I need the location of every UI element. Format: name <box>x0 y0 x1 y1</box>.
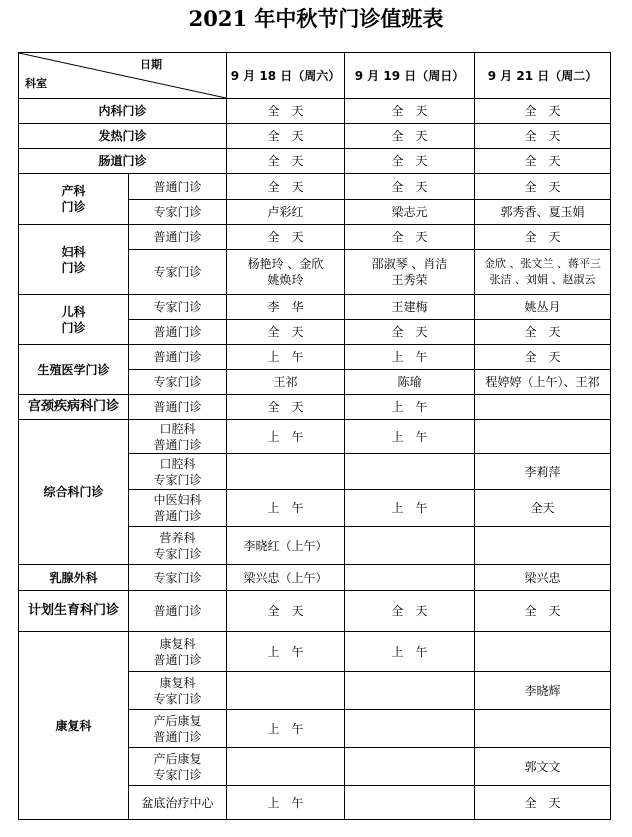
schedule-cell <box>475 395 611 420</box>
table-row <box>19 99 611 124</box>
schedule-cell <box>345 786 475 820</box>
schedule-cell: 李晓辉 <box>475 672 611 710</box>
schedule-cell <box>345 454 475 490</box>
dept-name: 计划生育科门诊 <box>19 591 129 632</box>
table-row <box>19 395 611 420</box>
table-row <box>19 149 611 174</box>
schedule-cell: 王祁 <box>227 370 345 395</box>
table-row <box>19 174 611 200</box>
schedule-cell: 上 午 <box>345 345 475 370</box>
table-row <box>19 345 611 370</box>
clinic-type: 营养科 专家门诊 <box>129 527 227 565</box>
schedule-cell: 上 午 <box>227 345 345 370</box>
schedule-cell: 全 天 <box>227 395 345 420</box>
schedule-cell <box>227 672 345 710</box>
dept-name: 综合科门诊 <box>19 420 129 565</box>
schedule-cell <box>475 420 611 454</box>
clinic-type: 产后康复 普通门诊 <box>129 710 227 748</box>
clinic-type: 口腔科 专家门诊 <box>129 454 227 490</box>
schedule-cell: 全 天 <box>475 225 611 250</box>
schedule-cell: 全 天 <box>227 124 345 149</box>
schedule-cell: 卢彩红 <box>227 200 345 225</box>
schedule-cell <box>345 748 475 786</box>
table-row <box>19 225 611 250</box>
dept-name: 肠道门诊 <box>19 149 227 174</box>
clinic-type: 专家门诊 <box>129 250 227 295</box>
clinic-type: 盆底治疗中心 <box>129 786 227 820</box>
clinic-type: 普通门诊 <box>129 395 227 420</box>
schedule-cell: 全 天 <box>345 174 475 200</box>
schedule-cell: 全 天 <box>475 320 611 345</box>
diagonal-header-cell <box>19 53 227 99</box>
schedule-cell: 上 午 <box>227 632 345 672</box>
clinic-type: 中医妇科 普通门诊 <box>129 490 227 527</box>
date-header-1: 9 月 18 日（周六） <box>227 53 345 99</box>
header-row <box>19 53 611 99</box>
schedule-cell: 全 天 <box>475 786 611 820</box>
clinic-type: 专家门诊 <box>129 200 227 225</box>
schedule-cell: 全 天 <box>227 225 345 250</box>
dept-name: 发热门诊 <box>19 124 227 149</box>
schedule-cell: 全 天 <box>227 591 345 632</box>
table-row <box>19 124 611 149</box>
date-header-2: 9 月 19 日（周日） <box>345 53 475 99</box>
schedule-cell: 李莉萍 <box>475 454 611 490</box>
schedule-table <box>18 52 611 820</box>
schedule-cell <box>345 565 475 591</box>
schedule-cell: 梁兴忠（上午） <box>227 565 345 591</box>
clinic-type: 普通门诊 <box>129 591 227 632</box>
schedule-cell: 上 午 <box>227 710 345 748</box>
schedule-cell: 上 午 <box>345 420 475 454</box>
schedule-cell: 姚丛月 <box>475 295 611 320</box>
schedule-cell: 上 午 <box>227 490 345 527</box>
schedule-cell: 上 午 <box>345 632 475 672</box>
schedule-cell: 陈瑜 <box>345 370 475 395</box>
diagonal-line <box>19 53 226 98</box>
dept-name: 生殖医学门诊 <box>19 345 129 395</box>
dept-name: 产科 门诊 <box>19 174 129 225</box>
schedule-cell: 郭秀香、夏玉娟 <box>475 200 611 225</box>
schedule-cell: 梁志元 <box>345 200 475 225</box>
schedule-cell <box>475 527 611 565</box>
schedule-cell: 杨艳玲 、金欣 姚焕玲 <box>227 250 345 295</box>
schedule-cell: 全 天 <box>345 99 475 124</box>
clinic-type: 口腔科 普通门诊 <box>129 420 227 454</box>
clinic-type: 专家门诊 <box>129 565 227 591</box>
schedule-cell <box>227 454 345 490</box>
clinic-type: 产后康复 专家门诊 <box>129 748 227 786</box>
dept-name: 宫颈疾病科门诊 <box>19 395 129 420</box>
schedule-cell: 上 午 <box>227 420 345 454</box>
clinic-type: 普通门诊 <box>129 320 227 345</box>
date-header-3: 9 月 21 日（周二） <box>475 53 611 99</box>
schedule-cell: 全天 <box>475 490 611 527</box>
table-row <box>19 295 611 320</box>
dept-name: 乳腺外科 <box>19 565 129 591</box>
clinic-type: 普通门诊 <box>129 345 227 370</box>
dept-axis-label: 科室 <box>25 77 47 90</box>
schedule-cell: 全 天 <box>345 124 475 149</box>
schedule-cell: 全 天 <box>345 225 475 250</box>
schedule-cell <box>345 710 475 748</box>
table-row <box>19 420 611 454</box>
schedule-cell: 梁兴忠 <box>475 565 611 591</box>
schedule-cell <box>227 748 345 786</box>
clinic-type: 专家门诊 <box>129 295 227 320</box>
clinic-type: 专家门诊 <box>129 370 227 395</box>
schedule-cell: 上 午 <box>345 490 475 527</box>
schedule-cell: 金欣 、张文兰 、蒋平三 张洁 、刘娟 、赵淑云 <box>475 250 611 295</box>
schedule-cell: 全 天 <box>475 345 611 370</box>
schedule-cell: 全 天 <box>475 124 611 149</box>
schedule-cell: 上 午 <box>227 786 345 820</box>
table-row <box>19 591 611 632</box>
schedule-cell: 全 天 <box>227 320 345 345</box>
schedule-cell <box>475 632 611 672</box>
schedule-cell: 全 天 <box>475 591 611 632</box>
schedule-cell: 全 天 <box>475 174 611 200</box>
dept-name: 内科门诊 <box>19 99 227 124</box>
table-row <box>19 632 611 672</box>
table-row <box>19 565 611 591</box>
date-axis-label: 日期 <box>140 58 162 71</box>
clinic-type: 康复科 专家门诊 <box>129 672 227 710</box>
schedule-cell: 郭文文 <box>475 748 611 786</box>
dept-name: 儿科 门诊 <box>19 295 129 345</box>
schedule-cell: 程婷婷（上午）、王祁 <box>475 370 611 395</box>
schedule-cell: 李 华 <box>227 295 345 320</box>
schedule-cell: 李晓红（上午） <box>227 527 345 565</box>
schedule-cell <box>345 527 475 565</box>
clinic-type: 普通门诊 <box>129 225 227 250</box>
dept-name: 康复科 <box>19 632 129 820</box>
schedule-cell: 邵淑琴 、肖洁 王秀荣 <box>345 250 475 295</box>
schedule-cell: 全 天 <box>227 149 345 174</box>
schedule-cell: 全 天 <box>345 320 475 345</box>
page-title: 2021 年中秋节门诊值班表 <box>188 6 444 31</box>
schedule-cell: 全 天 <box>475 99 611 124</box>
schedule-cell: 全 天 <box>345 149 475 174</box>
schedule-cell: 上 午 <box>345 395 475 420</box>
clinic-type: 康复科 普通门诊 <box>129 632 227 672</box>
schedule-cell: 全 天 <box>227 174 345 200</box>
schedule-cell: 王建梅 <box>345 295 475 320</box>
schedule-cell: 全 天 <box>227 99 345 124</box>
schedule-cell <box>345 672 475 710</box>
schedule-cell: 全 天 <box>345 591 475 632</box>
schedule-cell: 全 天 <box>475 149 611 174</box>
dept-name: 妇科 门诊 <box>19 225 129 295</box>
schedule-cell <box>475 710 611 748</box>
clinic-type: 普通门诊 <box>129 174 227 200</box>
